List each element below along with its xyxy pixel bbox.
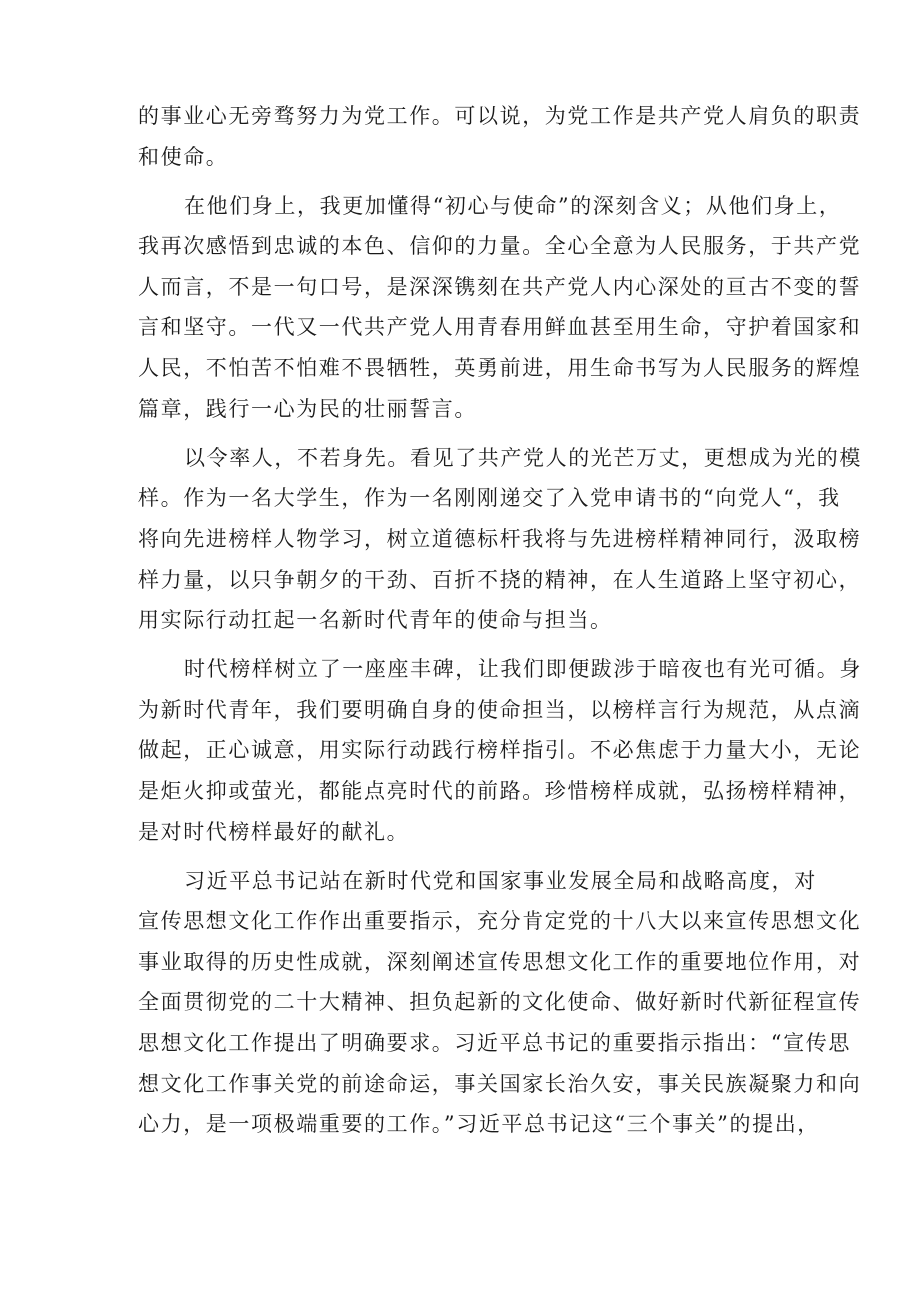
paragraph — [138, 861, 862, 1145]
text-line: 人而言，不是一句口号，是深深镌刻在共产党人内心深处的亘古不变的誓 — [138, 274, 862, 299]
paragraph — [138, 649, 862, 852]
text-line: 全面贯彻党的二十大精神、担负起新的文化使命、做好新时代新征程宣传 — [138, 990, 862, 1015]
text-line: 将向先进榜样人物学习，树立道德标杆我将与先进榜样精神同行，汲取榜 — [138, 526, 862, 551]
paragraph — [138, 438, 862, 641]
paragraph — [138, 96, 862, 177]
text-line: 时代榜样树立了一座座丰碑，让我们即便跋涉于暗夜也有光可循。身 — [184, 657, 862, 682]
text-line: 在他们身上，我更加懂得“初心与使命”的深刻含义；从他们身上， — [184, 193, 842, 218]
text-line: 习近平总书记站在新时代党和国家事业发展全局和战略高度，对 — [184, 868, 817, 893]
text-line: 的事业心无旁骛努力为党工作。可以说，为党工作是共产党人肩负的职责 — [138, 104, 862, 128]
text-line: 人民，不怕苦不怕难不畏牺牲，英勇前进，用生命书写为人民服务的辉煌 — [138, 356, 862, 381]
text-line: 为新时代青年，我们要明确自身的使命担当，以榜样言行为规范，从点滴 — [138, 697, 862, 722]
document-body — [138, 96, 862, 1153]
text-line: 做起，正心诚意，用实际行动践行榜样指引。不必焦虑于力量大小，无论 — [138, 738, 862, 763]
text-line: 用实际行动扛起一名新时代青年的使命与担当。 — [138, 608, 613, 633]
text-line: 是对时代榜样最好的献礼。 — [138, 819, 410, 844]
text-line: 我再次感悟到忠诚的本色、信仰的力量。全心全意为人民服务，于共产党 — [138, 234, 862, 259]
text-line: 样力量，以只争朝夕的干劲、百折不挠的精神，在人生道路上坚守初心， — [138, 567, 862, 592]
text-line: 思想文化工作提出了明确要求。习近平总书记的重要指示指出：“宣传思 — [138, 1031, 851, 1056]
text-line: 心力，是一项极端重要的工作。”习近平总书记这“三个事关”的提出， — [138, 1112, 820, 1137]
text-line: 和使命。 — [138, 144, 229, 169]
text-line: 以令率人，不若身先。看见了共产党人的光芒万丈，更想成为光的模 — [184, 445, 862, 470]
text-line: 样。作为一名大学生，作为一名刚刚递交了入党申请书的“向党人“，我 — [138, 486, 841, 511]
text-line: 言和坚守。一代又一代共产党人用青春用鲜血甚至用生命，守护着国家和 — [138, 315, 862, 340]
paragraph — [138, 186, 862, 430]
text-line: 想文化工作事关党的前途命运，事关国家长治久安，事关民族凝聚力和向 — [138, 1071, 862, 1096]
text-line: 是炬火抑或萤光，都能点亮时代的前路。珍惜榜样成就，弘扬榜样精神， — [138, 779, 862, 803]
text-line: 宣传思想文化工作作出重要指示，充分肯定党的十八大以来宣传思想文化 — [138, 909, 862, 934]
text-line: 篇章，践行一心为民的壮丽誓言。 — [138, 396, 477, 421]
text-line: 事业取得的历史性成就，深刻阐述宣传思想文化工作的重要地位作用，对 — [138, 949, 862, 974]
